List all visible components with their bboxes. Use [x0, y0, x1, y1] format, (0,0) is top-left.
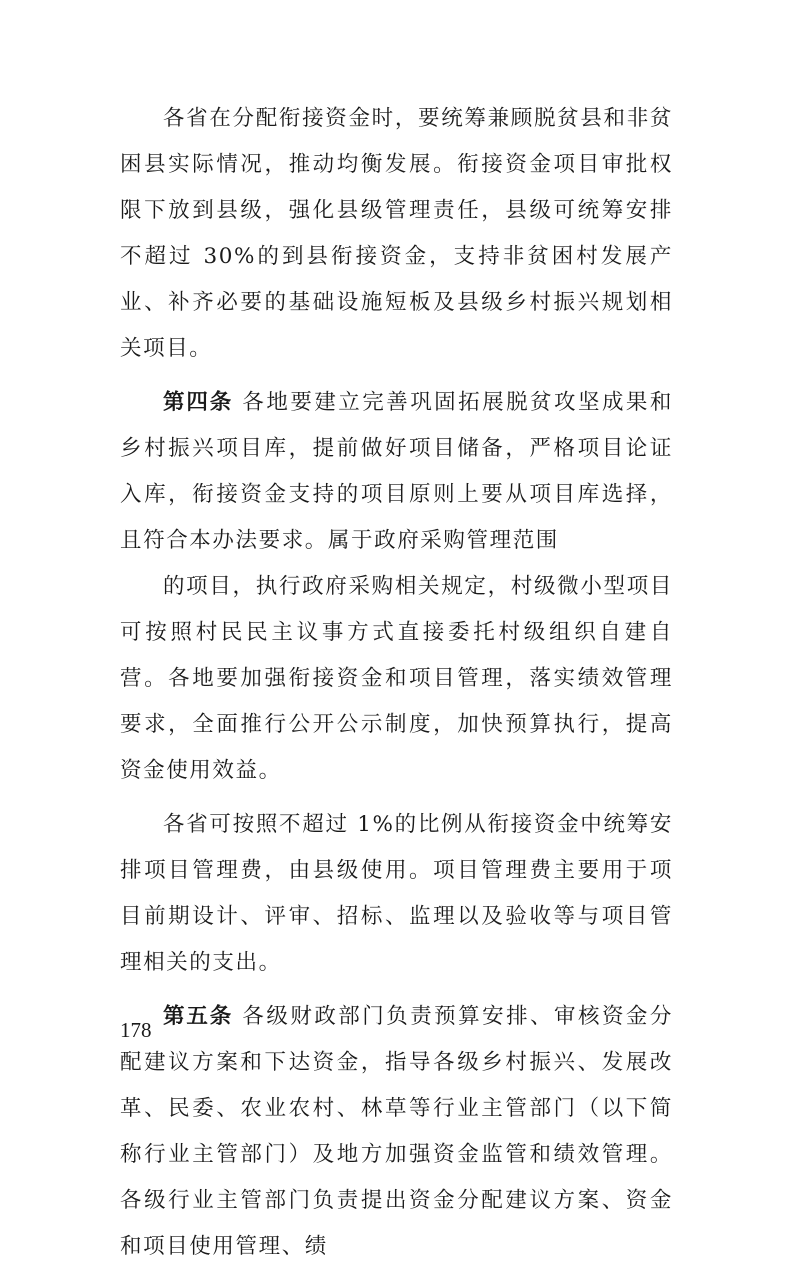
- paragraph-3: [120, 564, 673, 794]
- paragraph-2-text: 各地要建立完善巩固拓展脱贫攻坚成果和乡村振兴项目库，提前做好项目储备，严格项目论证入库，衔接资金支持的项目原则上要从项目库选择，且符合本办法要求。属于政府采购管理范围: [120, 390, 673, 553]
- paragraph-5-text: 各级财政部门负责预算安排、审核资金分配建议方案和下达资金，指导各级乡村振兴、发展改革、民委、农业农村、林草等行业主管部门（以下简称行业主管部门）及地方加强资金监管和绩效管理。各级行业主管部门负责提出资金分配建议方案、资金和项目使用管理、绩: [120, 1004, 673, 1259]
- paragraph-3-text: 的项目，执行政府采购相关规定，村级微小型项目可按照村民民主议事方式直接委托村级组织自建自营。各地要加强衔接资金和项目管理，落实绩效管理要求，全面推行公开公示制度，加快预算执行，提高资金使用效益。: [120, 574, 673, 783]
- paragraph-5: [120, 994, 673, 1270]
- article-5-heading: 第五条: [163, 1004, 234, 1029]
- paragraph-2: [120, 380, 673, 564]
- document-page: [120, 96, 673, 1278]
- paragraph-1-text: 各省在分配衔接资金时，要统筹兼顾脱贫县和非贫困县实际情况，推动均衡发展。衔接资金项目审批权限下放到县级，强化县级管理责任，县级可统筹安排不超过 30%的到县衔接资金，支持非贫困村发展产业、补齐必要的基础设施短板及县级乡村振兴规划相关项目。: [120, 106, 673, 361]
- paragraph-4: [120, 802, 673, 986]
- page-number: 178: [120, 1018, 152, 1042]
- paragraph-1: [120, 96, 673, 372]
- article-4-heading: 第四条: [163, 390, 234, 415]
- paragraph-4-text: 各省可按照不超过 1%的比例从衔接资金中统筹安排项目管理费，由县级使用。项目管理费主要用于项目前期设计、评审、招标、监理以及验收等与项目管理相关的支出。: [120, 812, 673, 975]
